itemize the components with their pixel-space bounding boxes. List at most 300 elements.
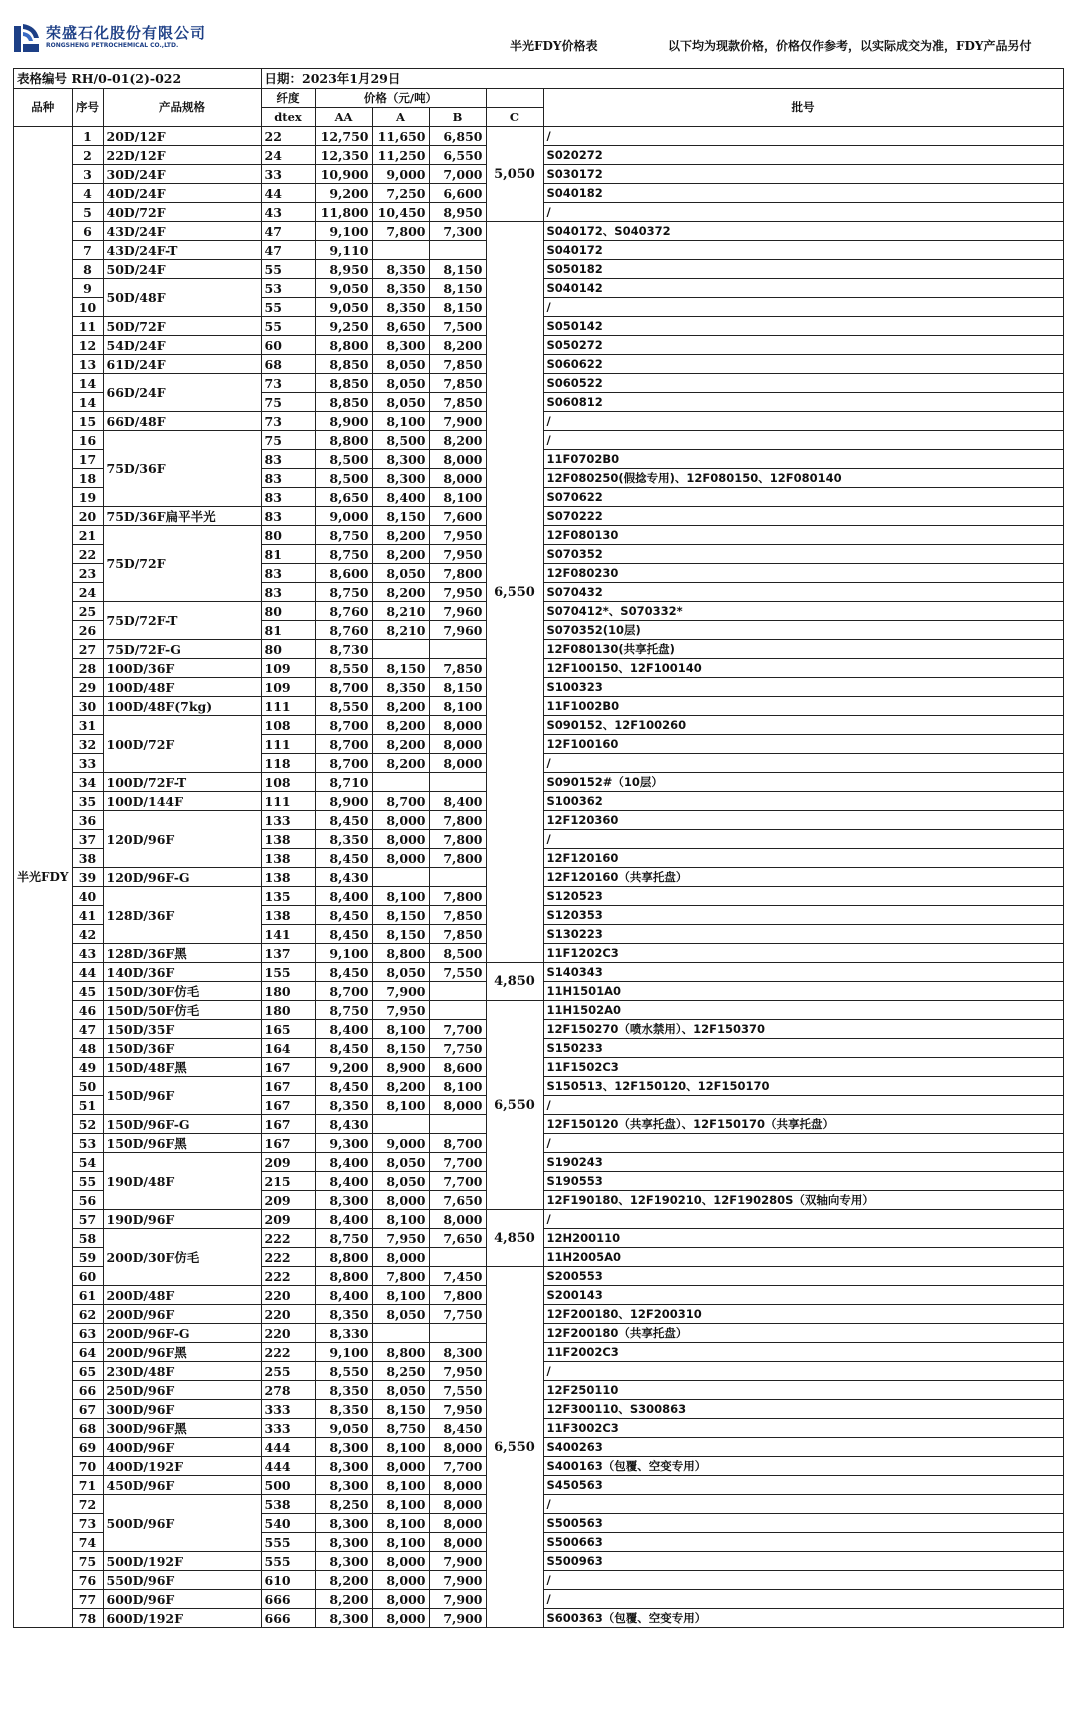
price-b-cell: 7,550	[429, 1381, 486, 1400]
price-b-cell	[429, 773, 486, 792]
price-b-cell: 7,800	[429, 887, 486, 906]
seq-cell: 6	[72, 222, 103, 241]
price-b-cell: 8,700	[429, 1134, 486, 1153]
lot-number-cell: 12F120360	[543, 811, 1063, 830]
price-aa-cell: 8,450	[315, 925, 372, 944]
price-aa-cell: 8,850	[315, 374, 372, 393]
price-aa-cell: 8,300	[315, 1514, 372, 1533]
price-a-cell: 8,100	[372, 1476, 429, 1495]
price-aa-cell: 8,750	[315, 1001, 372, 1020]
lot-number-cell: 11F0702B0	[543, 450, 1063, 469]
lot-number-cell: S090152、12F100260	[543, 716, 1063, 735]
col-denier: 纤度	[261, 89, 315, 108]
price-b-cell	[429, 1324, 486, 1343]
spec-cell: 75D/72F	[103, 526, 261, 602]
spec-cell: 128D/36F	[103, 887, 261, 944]
price-aa-cell: 8,500	[315, 450, 372, 469]
dtex-cell: 444	[261, 1457, 315, 1476]
price-aa-cell: 8,700	[315, 982, 372, 1001]
dtex-cell: 55	[261, 317, 315, 336]
price-aa-cell: 8,400	[315, 1210, 372, 1229]
price-b-cell: 7,300	[429, 222, 486, 241]
spec-cell: 200D/96F黑	[103, 1343, 261, 1362]
price-aa-cell: 8,700	[315, 735, 372, 754]
price-a-cell: 8,350	[372, 298, 429, 317]
dtex-cell: 610	[261, 1571, 315, 1590]
price-a-cell: 8,300	[372, 450, 429, 469]
dtex-cell: 83	[261, 564, 315, 583]
seq-cell: 23	[72, 564, 103, 583]
dtex-cell: 164	[261, 1039, 315, 1058]
lot-number-cell: S120523	[543, 887, 1063, 906]
lot-number-cell: S050182	[543, 260, 1063, 279]
price-b-cell: 8,200	[429, 431, 486, 450]
seq-cell: 24	[72, 583, 103, 602]
spec-cell: 40D/72F	[103, 203, 261, 222]
lot-number-cell: 12F100150、12F100140	[543, 659, 1063, 678]
price-a-cell: 8,100	[372, 1533, 429, 1552]
price-aa-cell: 8,700	[315, 716, 372, 735]
spec-cell: 100D/36F	[103, 659, 261, 678]
spec-cell: 30D/24F	[103, 165, 261, 184]
lot-number-cell: 12F120160（共享托盘）	[543, 868, 1063, 887]
lot-number-cell: 12F150270（喷水禁用）、12F150370	[543, 1020, 1063, 1039]
lot-number-cell: S150513、12F150120、12F150170	[543, 1077, 1063, 1096]
price-c-cell: 4,850	[486, 963, 543, 1001]
lot-number-cell: 12F200180、12F200310	[543, 1305, 1063, 1324]
price-b-cell: 7,950	[429, 526, 486, 545]
lot-number-cell: 11F1002B0	[543, 697, 1063, 716]
dtex-cell: 278	[261, 1381, 315, 1400]
price-aa-cell: 8,200	[315, 1590, 372, 1609]
price-aa-cell: 8,300	[315, 1191, 372, 1210]
spec-cell: 61D/24F	[103, 355, 261, 374]
seq-cell: 5	[72, 203, 103, 222]
spec-cell: 500D/192F	[103, 1552, 261, 1571]
lot-number-cell: 12F190180、12F190210、12F190280S（双轴向专用）	[543, 1191, 1063, 1210]
price-a-cell: 8,000	[372, 1609, 429, 1628]
seq-cell: 61	[72, 1286, 103, 1305]
seq-cell: 26	[72, 621, 103, 640]
price-a-cell: 8,500	[372, 431, 429, 450]
dtex-cell: 222	[261, 1248, 315, 1267]
spec-cell: 300D/96F黑	[103, 1419, 261, 1438]
price-aa-cell: 8,350	[315, 1400, 372, 1419]
lot-number-cell: 12H200110	[543, 1229, 1063, 1248]
dtex-cell: 109	[261, 678, 315, 697]
lot-number-cell: 12F100160	[543, 735, 1063, 754]
lot-number-cell: S450563	[543, 1476, 1063, 1495]
col-c-blank	[486, 89, 543, 108]
price-b-cell: 8,000	[429, 1096, 486, 1115]
seq-cell: 8	[72, 260, 103, 279]
price-aa-cell: 8,900	[315, 412, 372, 431]
price-c-cell: 6,550	[486, 1267, 543, 1628]
spec-cell: 100D/72F-T	[103, 773, 261, 792]
price-b-cell: 6,600	[429, 184, 486, 203]
price-b-cell: 7,960	[429, 621, 486, 640]
lot-number-cell: 11F3002C3	[543, 1419, 1063, 1438]
seq-cell: 63	[72, 1324, 103, 1343]
seq-cell: 64	[72, 1343, 103, 1362]
price-b-cell: 8,000	[429, 735, 486, 754]
price-b-cell	[429, 241, 486, 260]
price-b-cell: 7,750	[429, 1305, 486, 1324]
lot-number-cell: /	[543, 1210, 1063, 1229]
lot-number-cell: S400163（包覆、空变专用）	[543, 1457, 1063, 1476]
dtex-cell: 80	[261, 602, 315, 621]
lot-number-cell: S190243	[543, 1153, 1063, 1172]
price-b-cell: 7,450	[429, 1267, 486, 1286]
price-a-cell: 9,000	[372, 165, 429, 184]
seq-cell: 2	[72, 146, 103, 165]
price-a-cell: 8,200	[372, 735, 429, 754]
price-b-cell: 8,600	[429, 1058, 486, 1077]
price-a-cell	[372, 773, 429, 792]
price-a-cell: 8,200	[372, 697, 429, 716]
lot-number-cell: S020272	[543, 146, 1063, 165]
seq-cell: 22	[72, 545, 103, 564]
price-b-cell: 8,000	[429, 1514, 486, 1533]
lot-number-cell: S060522	[543, 374, 1063, 393]
seq-cell: 17	[72, 450, 103, 469]
price-b-cell: 7,900	[429, 412, 486, 431]
dtex-cell: 500	[261, 1476, 315, 1495]
lot-number-cell: S030172	[543, 165, 1063, 184]
price-a-cell: 7,950	[372, 1229, 429, 1248]
dtex-cell: 68	[261, 355, 315, 374]
price-a-cell: 8,050	[372, 355, 429, 374]
dtex-cell: 167	[261, 1115, 315, 1134]
seq-cell: 65	[72, 1362, 103, 1381]
lot-number-cell: /	[543, 203, 1063, 222]
dtex-cell: 538	[261, 1495, 315, 1514]
lot-number-cell: S150233	[543, 1039, 1063, 1058]
seq-cell: 78	[72, 1609, 103, 1628]
lot-number-cell: S040172、S040372	[543, 222, 1063, 241]
seq-cell: 38	[72, 849, 103, 868]
price-a-cell: 8,250	[372, 1362, 429, 1381]
lot-number-cell: /	[543, 1571, 1063, 1590]
seq-cell: 66	[72, 1381, 103, 1400]
seq-cell: 50	[72, 1077, 103, 1096]
price-aa-cell: 8,550	[315, 697, 372, 716]
price-aa-cell: 8,200	[315, 1571, 372, 1590]
seq-cell: 70	[72, 1457, 103, 1476]
seq-cell: 59	[72, 1248, 103, 1267]
price-a-cell: 8,000	[372, 1191, 429, 1210]
dtex-cell: 155	[261, 963, 315, 982]
price-a-cell: 8,200	[372, 1077, 429, 1096]
price-a-cell	[372, 1324, 429, 1343]
seq-cell: 60	[72, 1267, 103, 1286]
lot-number-cell: /	[543, 754, 1063, 773]
price-aa-cell: 8,800	[315, 336, 372, 355]
dtex-cell: 47	[261, 241, 315, 260]
price-b-cell	[429, 1248, 486, 1267]
price-aa-cell: 9,250	[315, 317, 372, 336]
price-b-cell: 7,850	[429, 374, 486, 393]
price-aa-cell: 8,300	[315, 1438, 372, 1457]
price-b-cell: 7,700	[429, 1153, 486, 1172]
price-aa-cell: 8,800	[315, 431, 372, 450]
lot-number-cell: S040182	[543, 184, 1063, 203]
lot-number-cell: 11H1501A0	[543, 982, 1063, 1001]
dtex-cell: 666	[261, 1609, 315, 1628]
price-b-cell: 7,850	[429, 659, 486, 678]
spec-cell: 200D/96F-G	[103, 1324, 261, 1343]
price-a-cell: 8,050	[372, 1305, 429, 1324]
lot-number-cell: S060812	[543, 393, 1063, 412]
dtex-cell: 80	[261, 526, 315, 545]
dtex-cell: 137	[261, 944, 315, 963]
spec-cell: 200D/48F	[103, 1286, 261, 1305]
lot-number-cell: S040142	[543, 279, 1063, 298]
spec-cell: 600D/192F	[103, 1609, 261, 1628]
price-aa-cell: 8,450	[315, 1077, 372, 1096]
price-b-cell: 8,000	[429, 754, 486, 773]
price-a-cell: 8,000	[372, 1590, 429, 1609]
lot-number-cell: S400263	[543, 1438, 1063, 1457]
price-aa-cell: 8,550	[315, 659, 372, 678]
lot-number-cell: /	[543, 1134, 1063, 1153]
col-c: C	[486, 108, 543, 127]
dtex-cell: 111	[261, 697, 315, 716]
lot-number-cell: S500563	[543, 1514, 1063, 1533]
price-a-cell: 8,100	[372, 1286, 429, 1305]
price-b-cell: 8,000	[429, 1533, 486, 1552]
price-b-cell: 7,700	[429, 1172, 486, 1191]
price-b-cell: 7,650	[429, 1191, 486, 1210]
lot-number-cell: 11F2002C3	[543, 1343, 1063, 1362]
price-aa-cell: 8,300	[315, 1476, 372, 1495]
price-b-cell: 8,100	[429, 1077, 486, 1096]
lot-number-cell: /	[543, 1590, 1063, 1609]
dtex-cell: 180	[261, 1001, 315, 1020]
lot-number-cell: S050272	[543, 336, 1063, 355]
company-name-en: RONGSHENG PETROCHEMICAL CO.,LTD.	[46, 42, 179, 49]
seq-cell: 19	[72, 488, 103, 507]
seq-cell: 54	[72, 1153, 103, 1172]
price-b-cell: 7,900	[429, 1571, 486, 1590]
lot-number-cell: S050142	[543, 317, 1063, 336]
price-a-cell: 8,150	[372, 1039, 429, 1058]
price-b-cell: 8,100	[429, 697, 486, 716]
price-a-cell: 8,300	[372, 469, 429, 488]
dtex-cell: 255	[261, 1362, 315, 1381]
col-spec: 产品规格	[103, 89, 261, 127]
dtex-cell: 138	[261, 830, 315, 849]
price-aa-cell: 8,450	[315, 1039, 372, 1058]
price-b-cell: 8,500	[429, 944, 486, 963]
price-aa-cell: 12,750	[315, 127, 372, 146]
price-b-cell: 7,750	[429, 1039, 486, 1058]
price-b-cell: 7,800	[429, 564, 486, 583]
spec-cell: 550D/96F	[103, 1571, 261, 1590]
price-aa-cell: 8,400	[315, 1153, 372, 1172]
seq-cell: 62	[72, 1305, 103, 1324]
table-row	[14, 222, 1064, 241]
price-b-cell: 8,150	[429, 260, 486, 279]
dtex-cell: 75	[261, 431, 315, 450]
seq-cell: 68	[72, 1419, 103, 1438]
lot-number-cell: S130223	[543, 925, 1063, 944]
spec-cell: 150D/96F-G	[103, 1115, 261, 1134]
dtex-cell: 215	[261, 1172, 315, 1191]
seq-cell: 75	[72, 1552, 103, 1571]
price-b-cell: 8,100	[429, 488, 486, 507]
dtex-cell: 220	[261, 1305, 315, 1324]
price-a-cell: 8,050	[372, 564, 429, 583]
spec-cell: 100D/72F	[103, 716, 261, 773]
price-aa-cell: 8,450	[315, 849, 372, 868]
price-a-cell	[372, 241, 429, 260]
price-aa-cell: 8,300	[315, 1552, 372, 1571]
spec-cell: 150D/48F黑	[103, 1058, 261, 1077]
lot-number-cell: S100362	[543, 792, 1063, 811]
seq-cell: 11	[72, 317, 103, 336]
lot-number-cell: /	[543, 412, 1063, 431]
lot-number-cell: S060622	[543, 355, 1063, 374]
price-a-cell: 8,350	[372, 678, 429, 697]
price-b-cell: 8,150	[429, 678, 486, 697]
price-a-cell: 8,000	[372, 1457, 429, 1476]
price-a-cell	[372, 640, 429, 659]
dtex-cell: 167	[261, 1058, 315, 1077]
price-b-cell: 7,800	[429, 811, 486, 830]
price-b-cell: 8,000	[429, 469, 486, 488]
price-b-cell: 7,900	[429, 1590, 486, 1609]
dtex-cell: 540	[261, 1514, 315, 1533]
dtex-cell: 83	[261, 450, 315, 469]
price-b-cell: 8,300	[429, 1343, 486, 1362]
spec-cell: 190D/48F	[103, 1153, 261, 1210]
price-b-cell: 8,000	[429, 450, 486, 469]
lot-number-cell: S600363（包覆、空变专用）	[543, 1609, 1063, 1628]
dtex-cell: 222	[261, 1267, 315, 1286]
price-a-cell: 11,650	[372, 127, 429, 146]
table-row	[14, 963, 1064, 982]
price-a-cell: 8,100	[372, 1438, 429, 1457]
dtex-cell: 555	[261, 1552, 315, 1571]
price-b-cell	[429, 868, 486, 887]
price-aa-cell: 8,300	[315, 1457, 372, 1476]
price-aa-cell: 8,800	[315, 1248, 372, 1267]
dtex-cell: 222	[261, 1229, 315, 1248]
price-b-cell: 7,950	[429, 583, 486, 602]
lot-number-cell: 12F080230	[543, 564, 1063, 583]
dtex-cell: 33	[261, 165, 315, 184]
page-header	[0, 0, 1080, 70]
price-b-cell: 7,550	[429, 963, 486, 982]
seq-cell: 43	[72, 944, 103, 963]
lot-number-cell: 12F080130	[543, 526, 1063, 545]
dtex-cell: 109	[261, 659, 315, 678]
price-b-cell: 7,600	[429, 507, 486, 526]
seq-cell: 14	[72, 393, 103, 412]
seq-cell: 51	[72, 1096, 103, 1115]
dtex-cell: 555	[261, 1533, 315, 1552]
seq-cell: 1	[72, 127, 103, 146]
dtex-cell: 83	[261, 469, 315, 488]
price-a-cell: 8,900	[372, 1058, 429, 1077]
seq-cell: 21	[72, 526, 103, 545]
price-b-cell: 7,850	[429, 355, 486, 374]
price-a-cell: 8,800	[372, 944, 429, 963]
lot-number-cell: S200553	[543, 1267, 1063, 1286]
spec-cell: 40D/24F	[103, 184, 261, 203]
seq-cell: 9	[72, 279, 103, 298]
price-b-cell: 7,000	[429, 165, 486, 184]
dtex-cell: 24	[261, 146, 315, 165]
seq-cell: 10	[72, 298, 103, 317]
price-a-cell: 8,800	[372, 1343, 429, 1362]
price-b-cell: 7,850	[429, 925, 486, 944]
lot-number-cell: 11F1502C3	[543, 1058, 1063, 1077]
seq-cell: 53	[72, 1134, 103, 1153]
price-aa-cell: 8,400	[315, 1286, 372, 1305]
price-a-cell	[372, 1115, 429, 1134]
price-aa-cell: 10,900	[315, 165, 372, 184]
lot-number-cell: S070412*、S070332*	[543, 602, 1063, 621]
dtex-cell: 444	[261, 1438, 315, 1457]
price-a-cell: 11,250	[372, 146, 429, 165]
spec-cell: 400D/192F	[103, 1457, 261, 1476]
spec-cell: 500D/96F	[103, 1495, 261, 1552]
lot-number-cell: S100323	[543, 678, 1063, 697]
seq-cell: 7	[72, 241, 103, 260]
price-a-cell: 7,800	[372, 1267, 429, 1286]
document-title: 半光FDY价格表	[510, 39, 598, 53]
lot-number-cell: 12F080130(共享托盘)	[543, 640, 1063, 659]
spec-cell: 75D/72F-G	[103, 640, 261, 659]
spec-cell: 66D/24F	[103, 374, 261, 412]
price-aa-cell: 8,760	[315, 621, 372, 640]
price-a-cell: 8,000	[372, 830, 429, 849]
spec-cell: 150D/96F	[103, 1077, 261, 1115]
lot-number-cell: /	[543, 830, 1063, 849]
price-aa-cell: 8,750	[315, 583, 372, 602]
price-aa-cell: 9,100	[315, 222, 372, 241]
col-dtex: dtex	[261, 108, 315, 127]
seq-cell: 30	[72, 697, 103, 716]
price-b-cell	[429, 1115, 486, 1134]
dtex-cell: 133	[261, 811, 315, 830]
lot-number-cell: S140343	[543, 963, 1063, 982]
spec-cell: 54D/24F	[103, 336, 261, 355]
lot-number-cell: 12F250110	[543, 1381, 1063, 1400]
dtex-cell: 220	[261, 1286, 315, 1305]
price-a-cell: 7,900	[372, 982, 429, 1001]
dtex-cell: 209	[261, 1153, 315, 1172]
seq-cell: 37	[72, 830, 103, 849]
table-row	[14, 127, 1064, 146]
spec-cell: 150D/30F仿毛	[103, 982, 261, 1001]
spec-cell: 300D/96F	[103, 1400, 261, 1419]
dtex-cell: 60	[261, 336, 315, 355]
company-logo-icon	[14, 22, 40, 52]
seq-cell: 3	[72, 165, 103, 184]
seq-cell: 18	[72, 469, 103, 488]
seq-cell: 71	[72, 1476, 103, 1495]
price-a-cell: 8,200	[372, 716, 429, 735]
spec-cell: 75D/36F	[103, 431, 261, 507]
price-aa-cell: 8,430	[315, 1115, 372, 1134]
price-aa-cell: 8,450	[315, 906, 372, 925]
spec-cell: 43D/24F-T	[103, 241, 261, 260]
price-table	[13, 68, 1064, 1628]
dtex-cell: 333	[261, 1400, 315, 1419]
